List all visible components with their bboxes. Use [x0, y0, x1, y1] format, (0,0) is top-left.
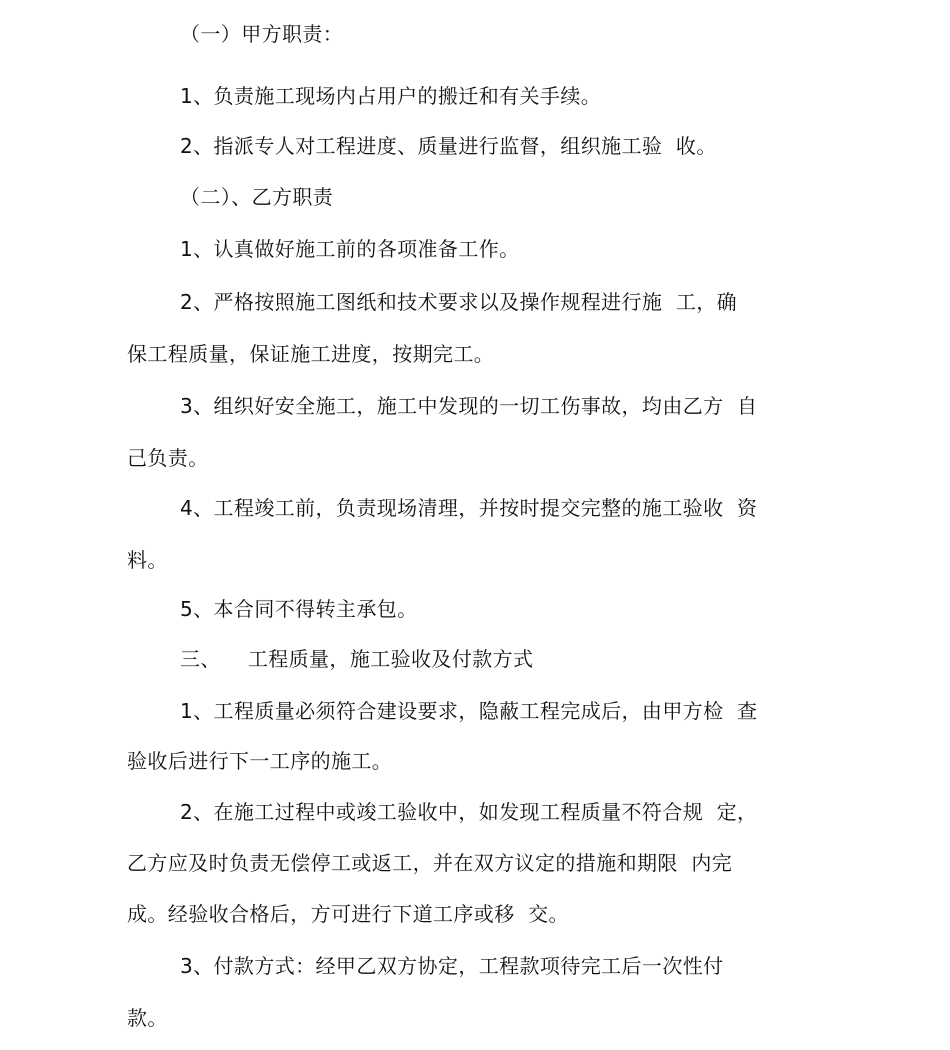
- party-b-item-3-line-2: 己负责。: [127, 446, 209, 470]
- section-3-item-1-line-2: 验收后进行下一工序的施工。: [127, 749, 393, 773]
- party-b-item-4-line-2: 料。: [127, 548, 168, 572]
- section-3-item-3-line-2: 款。: [127, 1006, 168, 1030]
- heading-party-a: （一）甲方职责：: [180, 22, 344, 46]
- section-3-item-1-line-1: 1、工程质量必须符合建设要求，隐蔽工程完成后，由甲方检 查: [180, 699, 758, 723]
- party-b-item-5: 5、本合同不得转主承包。: [180, 597, 418, 621]
- section-3-item-2-line-2: 乙方应及时负责无偿停工或返工，并在双方议定的措施和期限 内完: [127, 851, 733, 875]
- party-b-item-2-line-2: 保工程质量，保证施工进度，按期完工。: [127, 342, 495, 366]
- section-3-item-3-line-1: 3、付款方式：经甲乙双方协定，工程款项待完工后一次性付: [180, 954, 724, 978]
- party-a-item-2: 2、指派专人对工程进度、质量进行监督，组织施工验 收。: [180, 134, 717, 158]
- party-b-item-4-line-1: 4、工程竣工前，负责现场清理，并按时提交完整的施工验收 资: [180, 496, 758, 520]
- party-b-item-3-line-1: 3、组织好安全施工，施工中发现的一切工伤事故，均由乙方 自: [180, 394, 758, 418]
- party-b-item-1: 1、认真做好施工前的各项准备工作。: [180, 237, 520, 261]
- section-3-heading: 三、 工程质量，施工验收及付款方式: [180, 647, 534, 671]
- section-3-item-2-line-3: 成。经验收合格后，方可进行下道工序或移 交。: [127, 902, 569, 926]
- heading-party-b: （二）、乙方职责: [180, 185, 334, 209]
- section-3-item-2-line-1: 2、在施工过程中或竣工验收中，如发现工程质量不符合规 定，: [180, 800, 758, 824]
- party-b-item-2-line-1: 2、严格按照施工图纸和技术要求以及操作规程进行施 工，确: [180, 290, 738, 314]
- party-a-item-1: 1、负责施工现场内占用户的搬迁和有关手续。: [180, 84, 602, 108]
